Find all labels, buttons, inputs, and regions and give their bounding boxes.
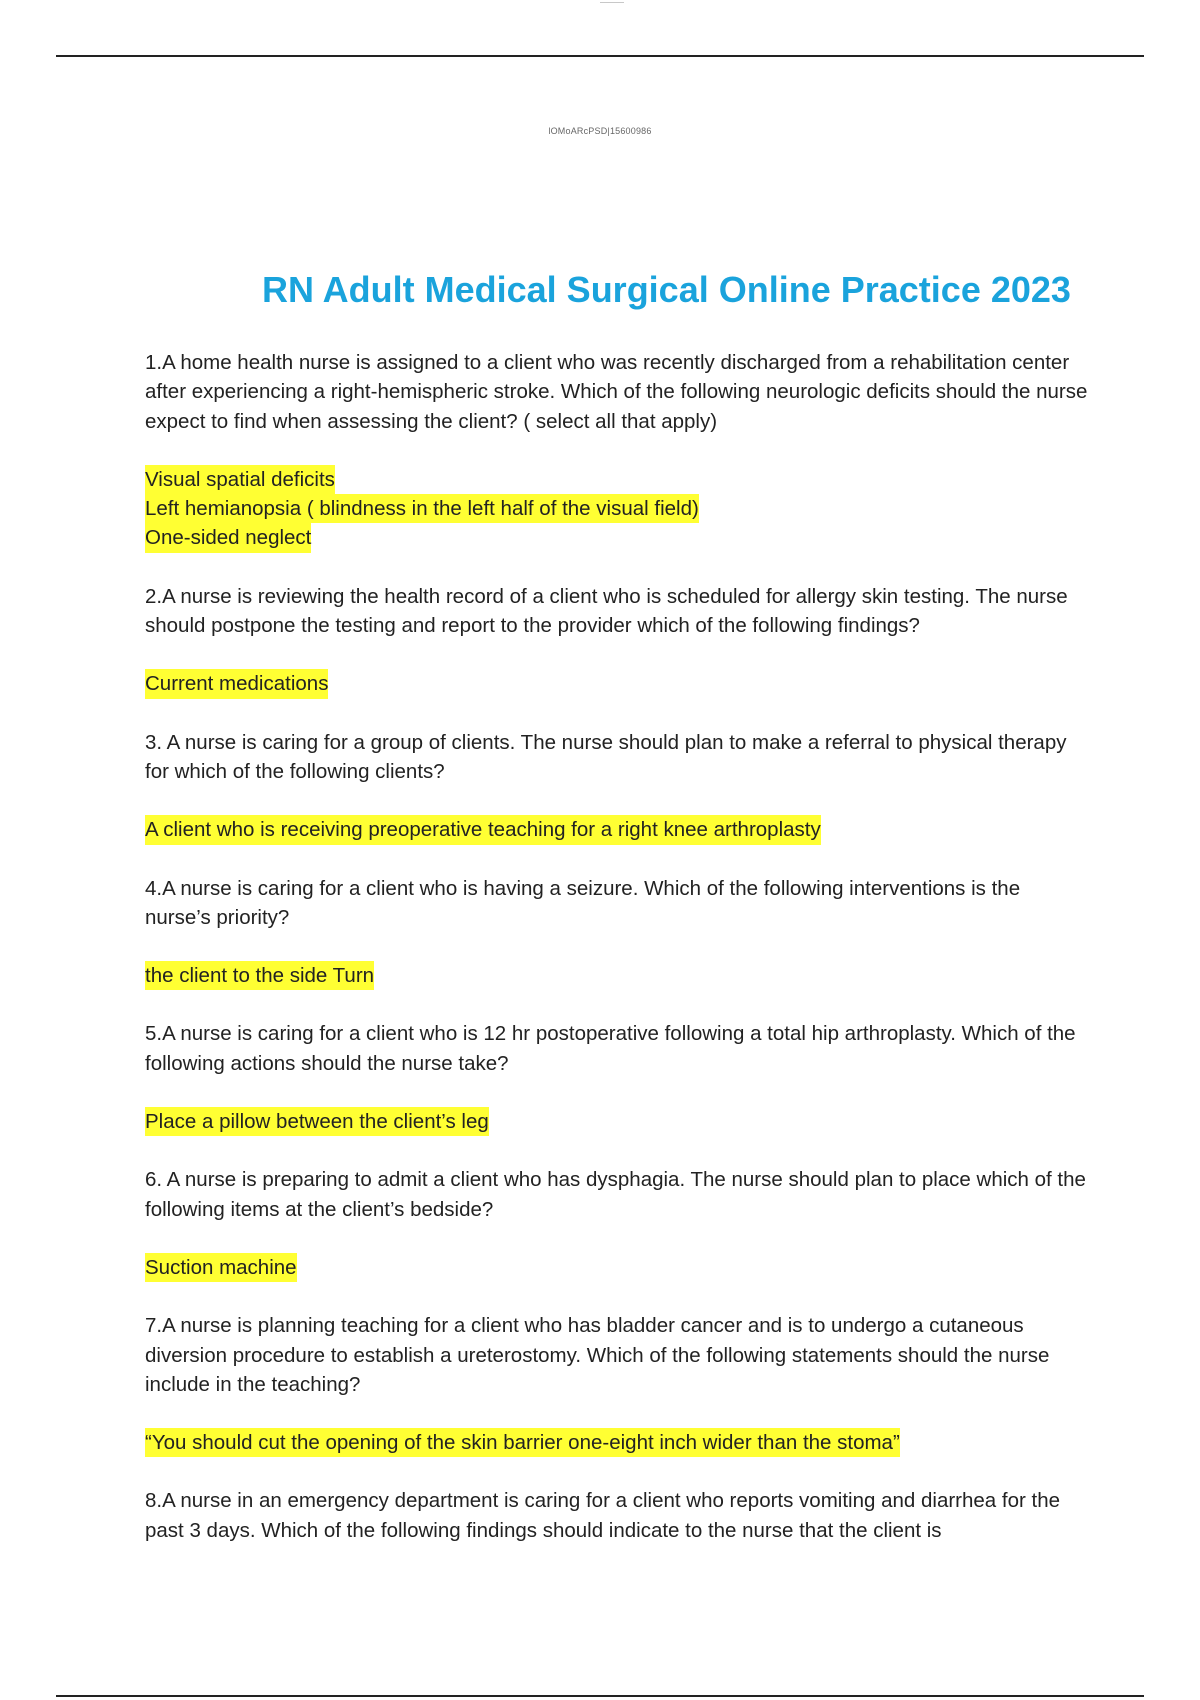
answer-group (145, 465, 1090, 553)
answer-highlight: Visual spatial deficits (145, 465, 335, 494)
answer-group (145, 961, 1090, 990)
answer-group (145, 1428, 1090, 1457)
question-block (145, 1486, 1090, 1545)
question-text: 3. A nurse is caring for a group of clients. The nurse should plan to make a referral to physical therapy for which of the following clients? (145, 730, 1067, 783)
answer-highlight: Place a pillow between the client’s leg (145, 1107, 489, 1136)
question-block (145, 728, 1090, 845)
page-top-rule (56, 55, 1144, 57)
question-text: 2.A nurse is reviewing the health record of a client who is scheduled for allergy skin testing. The nurse should postpone the testing and report to the provider which of the following findings? (145, 584, 1068, 638)
question-list (145, 348, 1090, 1574)
answer-highlight: Suction machine (145, 1253, 297, 1282)
question-text: 1.A home health nurse is assigned to a client who was recently discharged from a rehabilitation center after experiencing a right-hemispheric stroke. Which of the following neurologic deficits should the nurse expect to find when assessing the client? ( select all that apply) (145, 351, 1088, 433)
question-block (145, 1019, 1090, 1136)
page-bottom-rule (56, 1695, 1144, 1697)
answer-highlight: Current medications (145, 669, 328, 698)
question-block (145, 874, 1090, 991)
question-text: 5.A nurse is caring for a client who is 12 hr postoperative following a total hip arthroplasty. Which of the following actions should the nurse take? (145, 1022, 1076, 1075)
answer-highlight: A client who is receiving preoperative teaching for a right knee arthroplasty (145, 815, 821, 844)
document-id: lOMoARcPSD|15600986 (548, 126, 652, 136)
question-text: 6. A nurse is preparing to admit a client who has dysphagia. The nurse should plan to place which of the following items at the client’s bedside? (145, 1168, 1086, 1221)
answer-group (145, 815, 1090, 844)
page-top-mark (600, 0, 624, 3)
answer-group (145, 1253, 1090, 1282)
question-block (145, 1165, 1090, 1282)
answer-group (145, 1107, 1090, 1136)
question-block (145, 348, 1090, 553)
answer-highlight: “You should cut the opening of the skin barrier one-eight inch wider than the stoma” (145, 1428, 900, 1457)
answer-highlight: the client to the side Turn (145, 961, 374, 990)
question-text: 4.A nurse is caring for a client who is having a seizure. Which of the following interventions is the nurse’s priority? (145, 876, 1021, 929)
answer-group (145, 669, 1090, 698)
answer-highlight: One-sided neglect (145, 523, 311, 552)
answer-highlight: Left hemianopsia ( blindness in the left half of the visual field) (145, 494, 699, 523)
question-block (145, 1311, 1090, 1457)
question-block (145, 582, 1090, 699)
question-text: 8.A nurse in an emergency department is caring for a client who reports vomiting and diarrhea for the past 3 days. Which of the following findings should indicate to the nurse that the client is (145, 1489, 1061, 1542)
question-text: 7.A nurse is planning teaching for a client who has bladder cancer and is to undergo a cutaneous diversion procedure to establish a ureterostomy. Which of the following statements should the nurse include in the teaching? (145, 1314, 1050, 1396)
page-title: RN Adult Medical Surgical Online Practice 2023 (262, 269, 1071, 310)
